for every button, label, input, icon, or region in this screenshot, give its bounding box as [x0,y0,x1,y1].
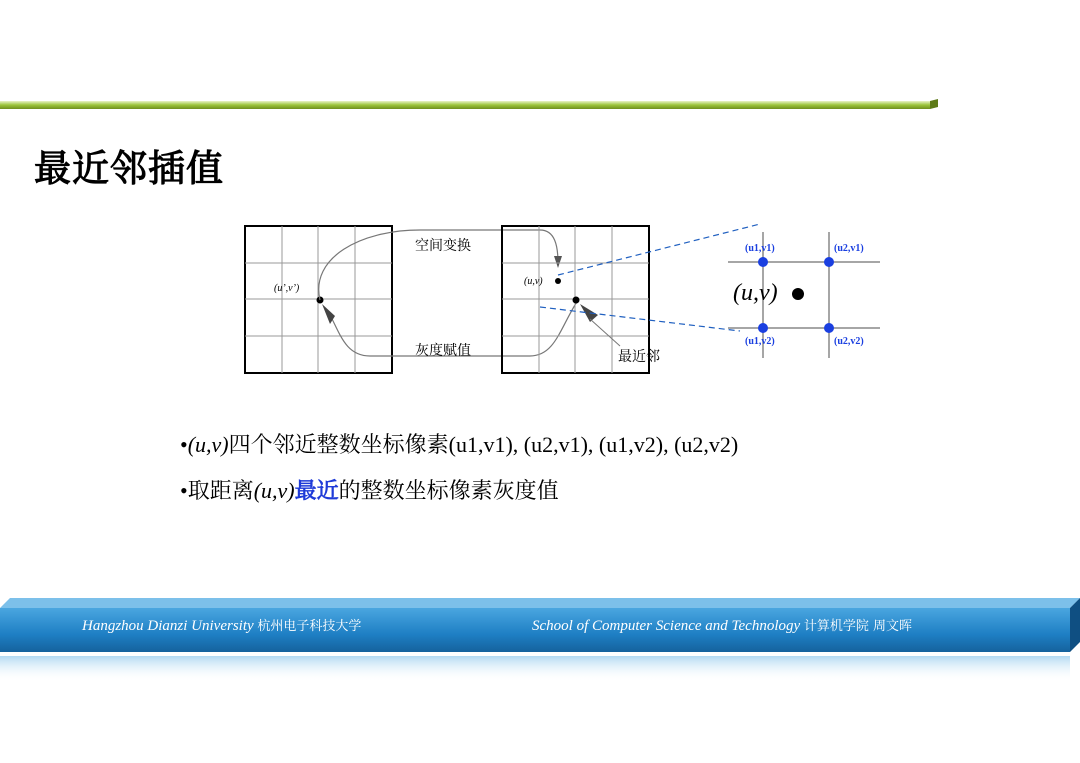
bullet-item-1: •(u,v)四个邻近整数坐标像素(u1,v1), (u2,v1), (u1,v2), (u2,v2) [180,432,739,457]
zoom-center-point [792,288,804,300]
target-point [555,278,561,284]
nearest-label: 最近邻 [618,349,660,365]
zoom-detail [728,232,880,358]
interpolation-figure [240,218,890,383]
zoom-label-u2v2: (u2,v2) [834,336,864,347]
header-rule [0,99,938,113]
transform-label: 空间变换 [415,238,471,254]
assign-label: 灰度赋值 [415,343,471,359]
zoom-label-u1v2: (u1,v2) [745,336,775,347]
source-point-label: (u’,v’) [274,283,300,294]
zoom-label-u2v1: (u2,v1) [834,243,864,254]
slide-title: 最近邻插值 [34,147,224,190]
zoom-label-u1v1: (u1,v1) [745,243,775,254]
bullet-list [180,425,738,517]
footer-band [0,598,1080,688]
bullet-item-2: •取距离(u,v)最近的整数坐标像素灰度值 [180,478,559,503]
zoom-center-label: (u,v) [733,280,778,306]
footer-school: School of Computer Science and Technology 计算机学院 周文晖 [532,618,913,634]
highlight-nearest: 最近 [294,478,339,503]
footer-university: Hangzhou Dianzi University 杭州电子科技大学 [82,618,362,634]
target-point-label: (u,v) [524,276,543,287]
nearest-point [573,297,580,304]
